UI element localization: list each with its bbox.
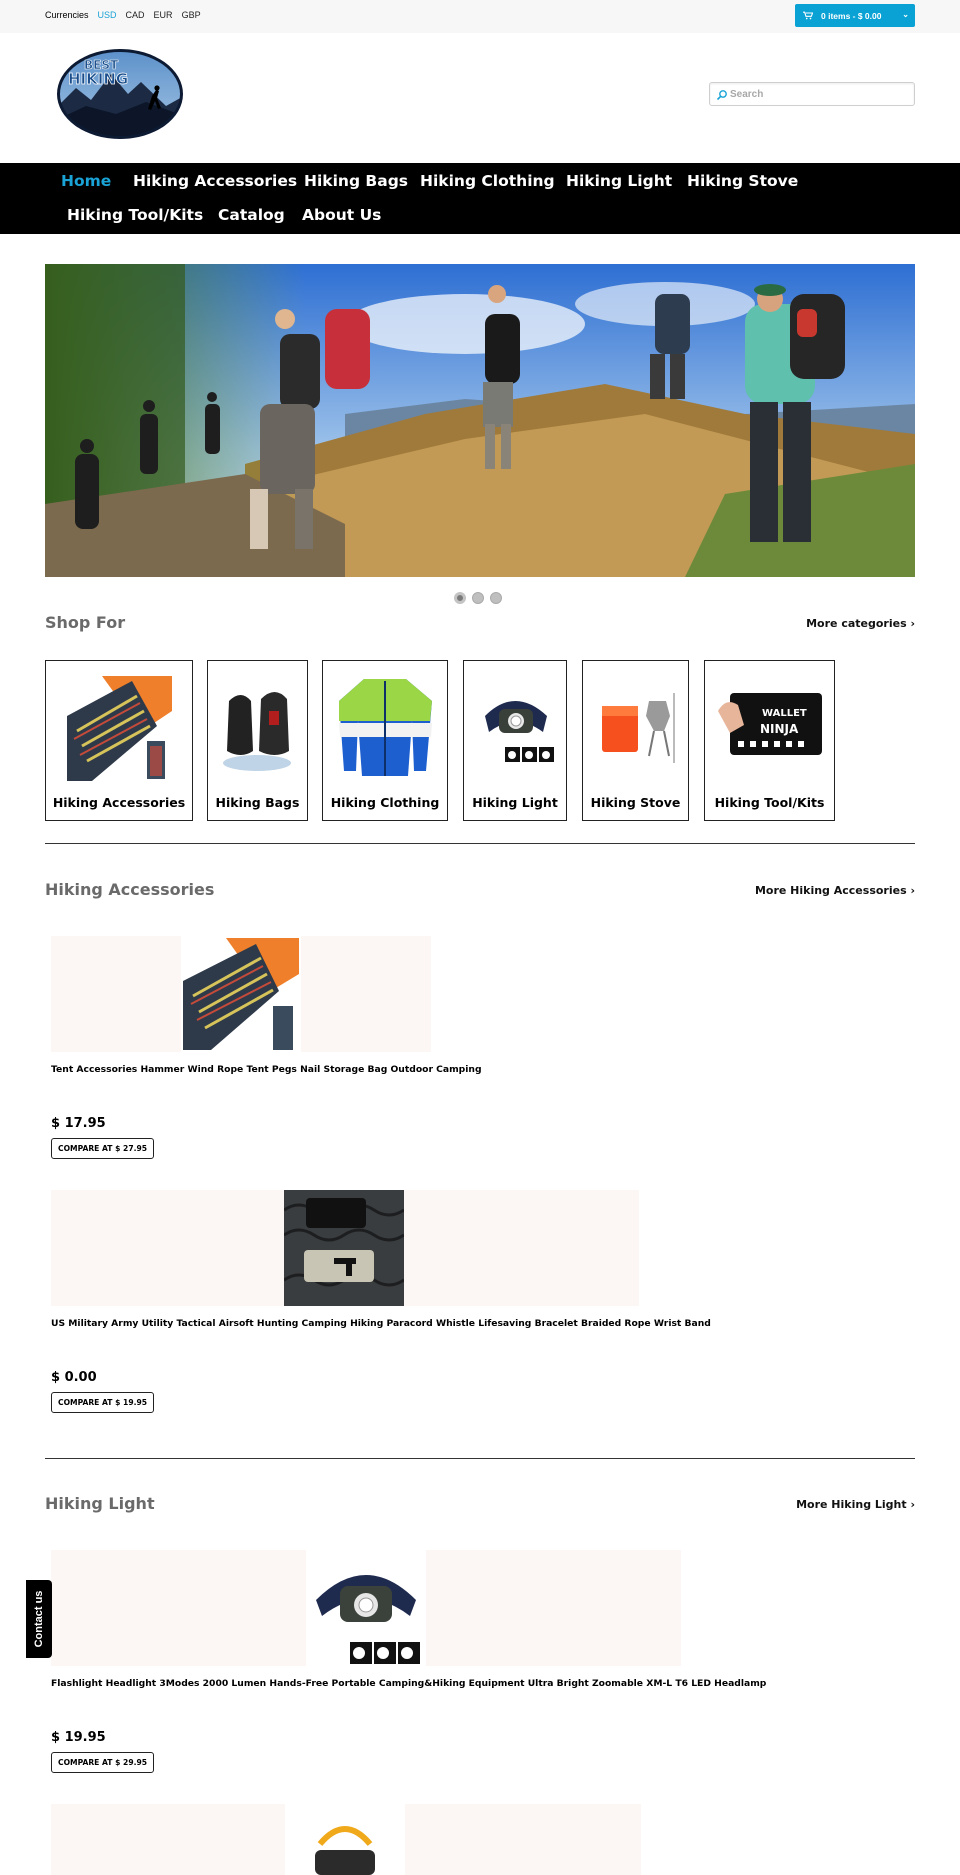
compare-price-badge: COMPARE AT $ 19.95 <box>51 1392 154 1413</box>
category-label: Hiking Clothing <box>330 795 440 810</box>
category-image-clothing <box>334 671 437 784</box>
more-light-link[interactable]: More Hiking Light › <box>796 1498 915 1511</box>
nav-hiking-tool-kits[interactable]: Hiking Tool/Kits <box>67 206 204 224</box>
slider-dot-3[interactable] <box>490 592 502 604</box>
category-card-stove[interactable] <box>582 660 689 821</box>
light-section-title: Hiking Light <box>45 1494 155 1513</box>
product-price: $ 17.95 <box>51 1116 106 1131</box>
category-label: Hiking Light <box>472 795 558 810</box>
contact-us-label: Contact us <box>33 1590 45 1648</box>
section-divider <box>45 1458 915 1459</box>
accessories-section-title: Hiking Accessories <box>45 880 215 899</box>
tool-image-ninja-text: NINJA <box>760 722 799 736</box>
section-divider <box>45 843 915 844</box>
cart-icon <box>803 11 813 20</box>
nav-hiking-accessories[interactable]: Hiking Accessories <box>133 172 298 190</box>
product-photo-headlamp <box>306 1550 426 1666</box>
compare-price-badge: COMPARE AT $ 29.95 <box>51 1752 154 1773</box>
category-image-accessories <box>62 671 175 784</box>
cart-button[interactable] <box>795 4 915 27</box>
logo-text-best: BEST <box>84 58 119 72</box>
product-photo-lantern <box>285 1804 405 1875</box>
category-card-clothing[interactable] <box>322 660 448 821</box>
category-card-light[interactable] <box>463 660 567 821</box>
nav-home[interactable]: Home <box>61 172 112 190</box>
currency-cad[interactable]: CAD <box>125 10 145 20</box>
category-card-bags[interactable] <box>207 660 308 821</box>
product-title[interactable]: Tent Accessories Hammer Wind Rope Tent Pegs Nail Storage Bag Outdoor Camping <box>51 1064 482 1075</box>
category-label: Hiking Accessories <box>52 795 186 810</box>
main-nav <box>0 163 960 234</box>
nav-hiking-bags[interactable]: Hiking Bags <box>304 172 409 190</box>
product-price: $ 0.00 <box>51 1370 97 1385</box>
chevron-down-icon: ⌄ <box>902 10 909 19</box>
slider-dot-2[interactable] <box>472 592 484 604</box>
nav-hiking-stove[interactable]: Hiking Stove <box>687 172 799 190</box>
product-image[interactable] <box>51 1550 681 1666</box>
search-input[interactable] <box>730 86 910 102</box>
category-card-tool-kits[interactable] <box>704 660 835 821</box>
category-image-bags <box>219 671 297 784</box>
shop-for-title: Shop For <box>45 613 126 632</box>
product-image[interactable] <box>51 1190 639 1306</box>
product-title[interactable]: Flashlight Headlight 3Modes 2000 Lumen Hands-Free Portable Camping&Hiking Equipment Ultra Bright Zoomable XM-L T6 LED Headlamp <box>51 1678 767 1689</box>
product-photo-tent-accessories <box>181 936 301 1052</box>
more-accessories-link[interactable]: More Hiking Accessories › <box>754 884 915 897</box>
nav-hiking-light[interactable]: Hiking Light <box>566 172 673 190</box>
category-image-tool-kits <box>716 671 825 784</box>
product-image[interactable] <box>51 936 431 1052</box>
product-image[interactable] <box>51 1804 641 1875</box>
cart-summary: 0 items - $ 0.00 <box>821 10 882 21</box>
category-label: Hiking Bags <box>215 795 300 810</box>
nav-about-us[interactable]: About Us <box>302 206 382 224</box>
logo-text-hiking: HIKING <box>68 70 129 88</box>
category-image-stove <box>594 671 679 784</box>
slider-dot-1[interactable] <box>454 592 466 604</box>
product-title[interactable]: US Military Army Utility Tactical Airsoft Hunting Camping Hiking Paracord Whistle Lifesaving Bracelet Braided Rope Wrist Band <box>51 1318 711 1329</box>
currencies-label: Currencies <box>45 10 89 20</box>
site-logo[interactable] <box>56 48 184 140</box>
product-photo-paracord-bracelet <box>284 1190 404 1306</box>
category-label: Hiking Tool/Kits <box>714 795 825 810</box>
category-card-accessories[interactable] <box>45 660 193 821</box>
hero-slide-image[interactable] <box>45 264 915 577</box>
currency-eur[interactable]: EUR <box>153 10 173 20</box>
category-image-light <box>475 671 557 784</box>
slider-dots <box>454 592 502 604</box>
nav-hiking-clothing[interactable]: Hiking Clothing <box>420 172 555 190</box>
tool-image-wallet-text: WALLET <box>762 708 807 719</box>
nav-catalog[interactable]: Catalog <box>218 206 285 224</box>
top-bar <box>0 0 960 33</box>
currency-gbp[interactable]: GBP <box>181 10 201 20</box>
contact-us-tab[interactable] <box>26 1580 52 1658</box>
search-box <box>709 82 915 106</box>
category-label: Hiking Stove <box>590 795 681 810</box>
compare-price-badge: COMPARE AT $ 27.95 <box>51 1138 154 1159</box>
currency-usd[interactable]: USD <box>97 10 117 20</box>
product-price: $ 19.95 <box>51 1730 106 1745</box>
currency-selector <box>45 10 201 20</box>
search-icon[interactable] <box>716 89 728 101</box>
more-categories-link[interactable]: More categories › <box>806 617 915 630</box>
